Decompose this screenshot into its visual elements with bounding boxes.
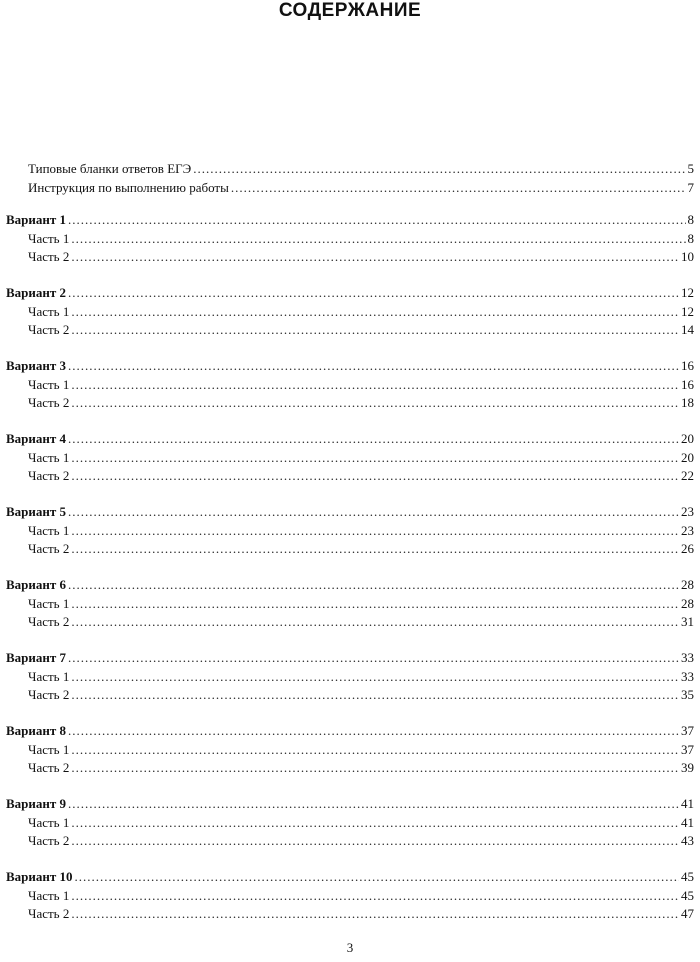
toc-entry-label: Вариант 10 [6,869,73,884]
toc-intro-entry [6,179,694,198]
toc-entry-page: 41 [681,796,694,811]
toc-entry-page: 28 [681,595,694,611]
dot-leader [71,814,679,833]
toc-entry-label: Часть 1 [28,741,70,757]
toc-entry-label: Часть 1 [28,376,70,392]
dot-leader [71,741,679,760]
toc-entry-page: 22 [681,468,694,483]
dot-leader [71,522,679,541]
dot-leader [71,613,679,632]
toc-part-entry [6,467,694,486]
toc-entry-label: Вариант 4 [6,431,67,446]
toc-variant-entry [6,868,694,887]
toc-entry-label: Типовые бланки ответов ЕГЭ [28,161,192,176]
dot-leader [68,430,679,449]
dot-leader [68,795,679,814]
toc-entry-page: 14 [681,322,694,337]
toc-entry-page: 20 [681,431,694,446]
toc-entry-label: Вариант 5 [6,504,67,519]
toc-entry-label: Часть 1 [28,887,70,903]
toc-entry-label: Часть 1 [28,668,70,684]
toc-part-entry [6,741,694,760]
toc-part-entry [6,668,694,687]
dot-leader [68,284,679,303]
dot-leader [193,160,685,179]
toc-part-entry [6,814,694,833]
toc-entry-page: 8 [687,230,694,246]
toc-entry-page: 43 [681,833,694,848]
toc-variant-entry [6,211,694,230]
toc-entry-page: 10 [681,249,694,264]
toc-entry-page: 16 [681,358,694,373]
toc-part-entry [6,248,694,267]
toc-variant-entry [6,357,694,376]
toc-variant-entry [6,430,694,449]
dot-leader [71,230,685,249]
toc-entry-label: Часть 2 [28,249,70,264]
toc-entry-label: Часть 2 [28,322,70,337]
dot-leader [75,868,679,887]
toc-entry-label: Вариант 2 [6,285,67,300]
dot-leader [71,394,679,413]
toc-variant-entry [6,503,694,522]
dot-leader [68,211,685,230]
dot-leader [71,887,679,906]
toc-part-entry [6,832,694,851]
toc-part-entry [6,449,694,468]
toc-entry-label: Часть 1 [28,595,70,611]
toc-entry-label: Часть 2 [28,760,70,775]
dot-leader [71,321,679,340]
toc-entry-page: 35 [681,687,694,702]
toc-part-entry [6,230,694,249]
toc-entry-label: Часть 2 [28,906,70,921]
toc-entry-page: 12 [681,285,694,300]
toc-part-entry [6,303,694,322]
dot-leader [68,649,679,668]
toc-entry-label: Вариант 8 [6,723,67,738]
toc-entry-label: Вариант 3 [6,358,67,373]
toc-entry-page: 23 [681,504,694,519]
toc-part-entry [6,613,694,632]
toc-entry-page: 23 [681,522,694,538]
toc-entry-label: Инструкция по выполнению работы [28,179,229,195]
dot-leader [68,357,679,376]
toc-entry-label: Часть 1 [28,449,70,465]
toc-entry-label: Часть 2 [28,468,70,483]
toc-entry-page: 45 [681,869,694,884]
dot-leader [68,722,679,741]
dot-leader [71,686,679,705]
toc-entry-label: Вариант 1 [6,212,67,227]
toc-entry-label: Вариант 9 [6,796,67,811]
toc-part-entry [6,595,694,614]
toc-entry-page: 8 [687,212,694,227]
toc-entry-page: 16 [681,376,694,392]
toc-entry-label: Вариант 7 [6,650,67,665]
toc-part-entry [6,394,694,413]
toc-part-entry [6,686,694,705]
toc-part-entry [6,321,694,340]
dot-leader [71,595,679,614]
toc-entry-page: 37 [681,741,694,757]
toc-entry-label: Часть 2 [28,687,70,702]
toc-intro-entry [6,160,694,179]
dot-leader [71,248,679,267]
toc-entry-label: Часть 2 [28,395,70,410]
page-title: СОДЕРЖАНИЕ [278,0,422,21]
dot-leader [71,759,679,778]
table-of-contents [6,160,694,924]
toc-part-entry [6,376,694,395]
toc-entry-page: 5 [687,161,694,176]
toc-variant-entry [6,649,694,668]
toc-entry-page: 7 [687,179,694,195]
toc-entry-page: 37 [681,723,694,738]
toc-part-entry [6,540,694,559]
toc-entry-page: 26 [681,541,694,556]
toc-entry-label: Часть 1 [28,522,70,538]
toc-entry-page: 18 [681,395,694,410]
toc-part-entry [6,887,694,906]
toc-part-entry [6,759,694,778]
toc-entry-page: 28 [681,577,694,592]
toc-entry-page: 41 [681,814,694,830]
toc-entry-page: 45 [681,887,694,903]
toc-entry-label: Часть 1 [28,230,70,246]
toc-entry-page: 47 [681,906,694,921]
toc-entry-page: 39 [681,760,694,775]
page-number: 3 [346,940,354,955]
dot-leader [71,905,679,924]
toc-variant-entry [6,795,694,814]
dot-leader [68,576,679,595]
dot-leader [71,467,679,486]
toc-variant-entry [6,284,694,303]
toc-entry-page: 33 [681,650,694,665]
dot-leader [71,668,679,687]
dot-leader [71,449,679,468]
dot-leader [231,179,686,198]
toc-entry-page: 20 [681,449,694,465]
dot-leader [68,503,679,522]
dot-leader [71,376,679,395]
toc-entry-page: 12 [681,303,694,319]
dot-leader [71,832,679,851]
toc-entry-page: 31 [681,614,694,629]
toc-entry-label: Часть 2 [28,541,70,556]
toc-entry-label: Часть 2 [28,614,70,629]
toc-part-entry [6,905,694,924]
toc-variant-entry [6,576,694,595]
toc-entry-label: Вариант 6 [6,577,67,592]
toc-part-entry [6,522,694,541]
toc-entry-page: 33 [681,668,694,684]
toc-entry-label: Часть 1 [28,814,70,830]
toc-variant-entry [6,722,694,741]
dot-leader [71,540,679,559]
toc-entry-label: Часть 2 [28,833,70,848]
dot-leader [71,303,679,322]
toc-entry-label: Часть 1 [28,303,70,319]
